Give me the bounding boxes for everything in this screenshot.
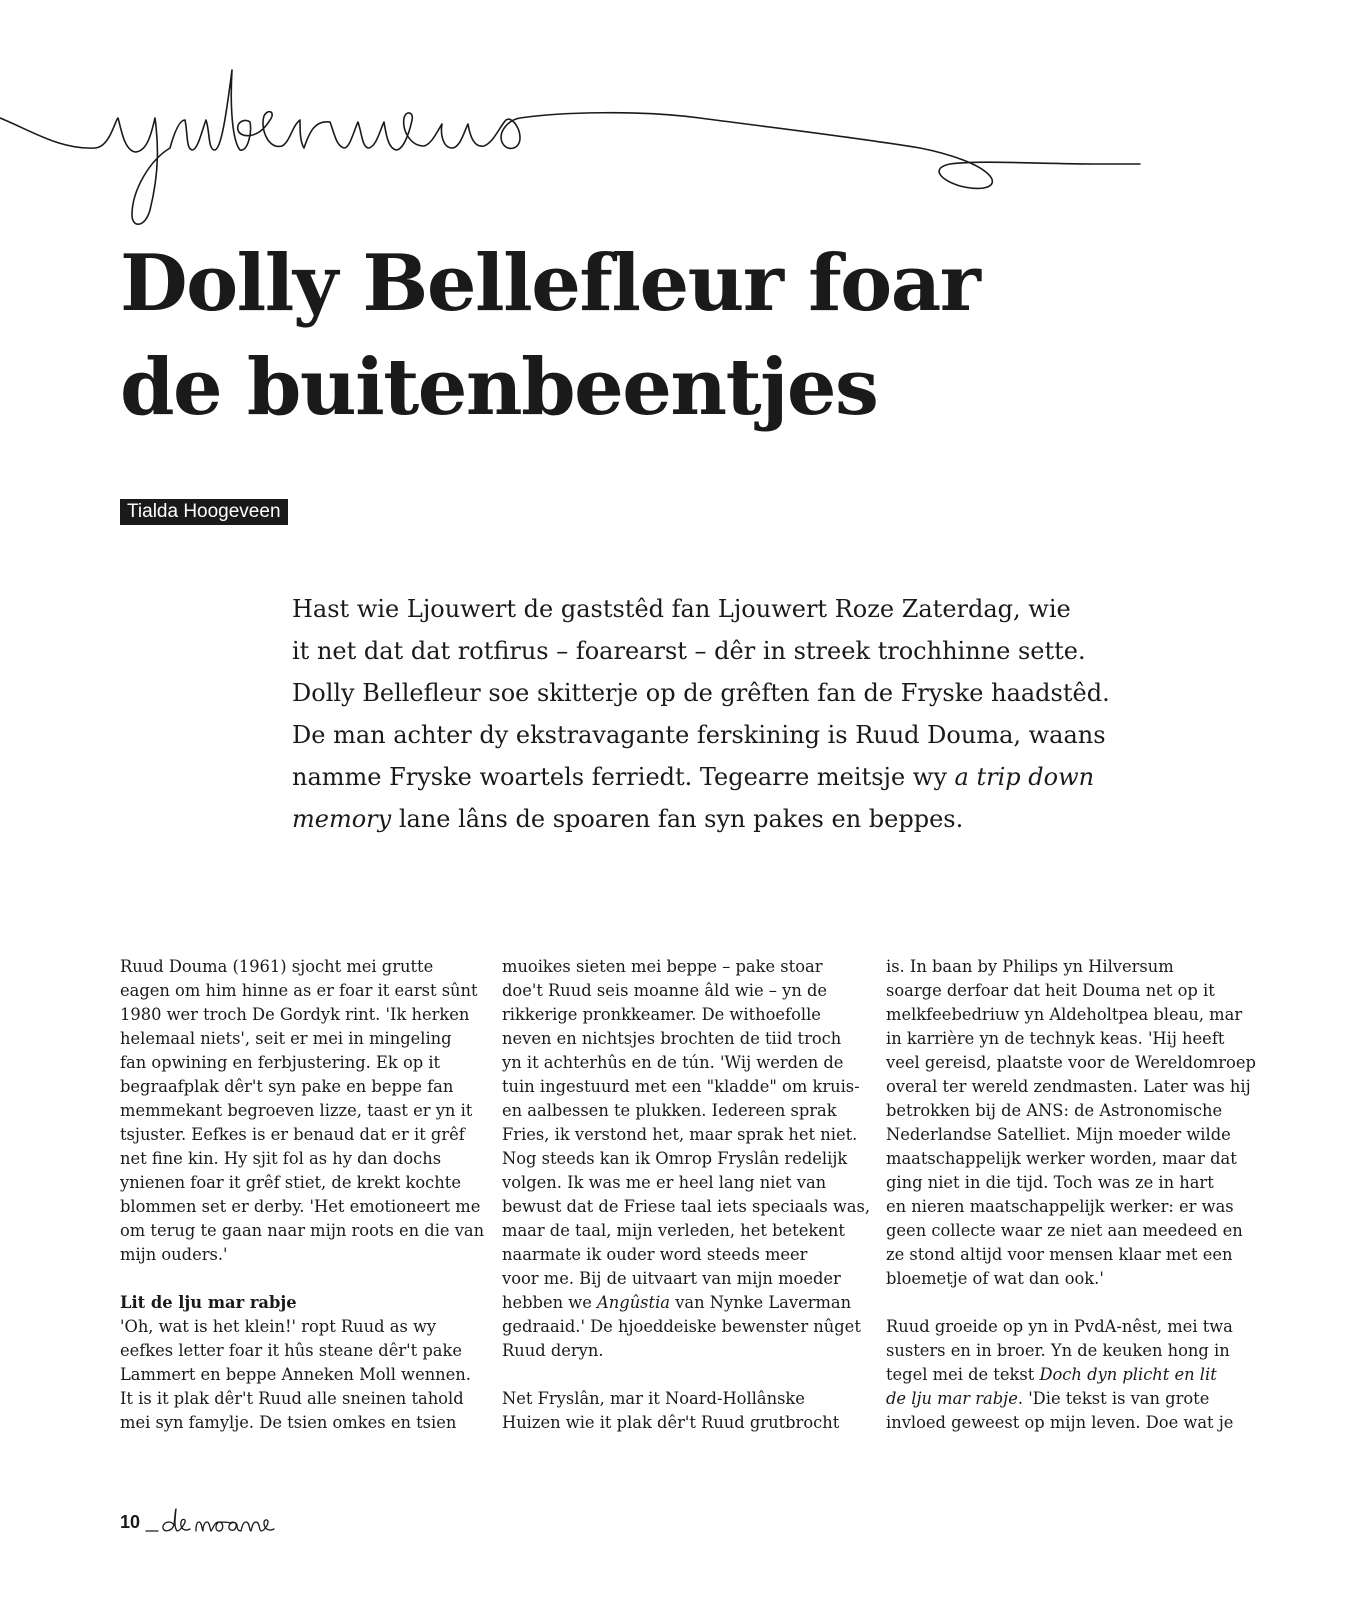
text-line: blommen set er derby. 'Het emotioneert me <box>120 1197 481 1216</box>
text-line: Fries, ik verstond het, maar sprak het niet. <box>502 1125 858 1144</box>
text-line: It is it plak dêr't Ruud alle sneinen tahold <box>120 1389 464 1408</box>
paragraph <box>502 955 872 1363</box>
text-line: 1980 wer troch De Gordyk rint. 'Ik herken <box>120 1005 470 1024</box>
text-run: hebben we <box>502 1293 592 1312</box>
text-line: helemaal niets', seit er mei in mingeling <box>120 1029 452 1048</box>
text-line <box>886 1387 1256 1411</box>
text-line: bewust dat de Friese taal iets speciaals was, <box>502 1197 871 1216</box>
text-line: ze stond altijd voor mensen klaar met een <box>886 1245 1233 1264</box>
paragraph <box>120 955 490 1267</box>
text-line: invloed geweest op mijn leven. Doe wat je <box>886 1413 1234 1432</box>
intro-line: Hast wie Ljouwert de gaststêd fan Ljouwert Roze Zaterdag, wie <box>292 595 1071 623</box>
intro-italic: a trip down <box>954 763 1095 791</box>
text-line: tsjuster. Eefkes is er benaud dat er it grêf <box>120 1125 465 1144</box>
text-line: Ruud groeide op yn in PvdA-nêst, mei twa <box>886 1317 1233 1336</box>
text-line: en nieren maatschappelijk werker: er was <box>886 1197 1234 1216</box>
intro-text: lane lâns de spoaren fan syn pakes en beppes. <box>398 805 964 833</box>
text-run: tegel mei de tekst <box>886 1365 1035 1384</box>
text-line: bloemetje of wat dan ook.' <box>886 1269 1104 1288</box>
text-line: melkfeebedriuw yn Aldeholtpea bleau, mar <box>886 1005 1243 1024</box>
text-line: rikkerige pronkkeamer. De withoefolle <box>502 1005 821 1024</box>
paragraph <box>502 1387 872 1435</box>
text-line: Ruud Douma (1961) sjocht mei grutte <box>120 957 434 976</box>
author-byline: Tialda Hoogeveen <box>120 499 288 525</box>
text-line: yn it achterhûs en de tún. 'Wij werden de <box>502 1053 844 1072</box>
headline-line-2: de buitenbeentjes <box>120 342 878 433</box>
text-line: in karrière yn de technyk keas. 'Hij heeft <box>886 1029 1225 1048</box>
text-line: ging niet in die tijd. Toch was ze in hart <box>886 1173 1214 1192</box>
text-line: muoikes sieten mei beppe – pake stoar <box>502 957 823 976</box>
text-line: doe't Ruud seis moanne âld wie – yn de <box>502 981 828 1000</box>
text-line: Ruud deryn. <box>502 1341 604 1360</box>
text-line: Huizen wie it plak dêr't Ruud grutbrocht <box>502 1413 840 1432</box>
text-line: mei syn famylje. De tsien omkes en tsien <box>120 1413 457 1432</box>
text-line: neven en nichtsjes brochten de tiid troch <box>502 1029 842 1048</box>
text-line: veel gereisd, plaatste voor de Wereldomroep <box>886 1053 1256 1072</box>
intro-line: Dolly Bellefleur soe skitterje op de grêften fan de Fryske haadstêd. <box>292 679 1110 707</box>
section-subheading: Lit de lju mar rabje <box>120 1293 297 1312</box>
text-line: naarmate ik ouder word steeds meer <box>502 1245 808 1264</box>
paragraph <box>120 1315 490 1435</box>
text-line: overal ter wereld zendmasten. Later was hij <box>886 1077 1251 1096</box>
text-line: net fine kin. Hy sjit fol as hy dan dochs <box>120 1149 442 1168</box>
text-line: maar de taal, mijn verleden, het betekent <box>502 1221 845 1240</box>
text-run: van Nynke Laverman <box>675 1293 852 1312</box>
text-line: ynienen foar it grêf stiet, de krekt kochte <box>120 1173 461 1192</box>
text-line: voor me. Bij de uitvaart van mijn moeder <box>502 1269 841 1288</box>
text-line: eefkes letter foar it hûs steane dêr't pake <box>120 1341 462 1360</box>
text-line: mijn ouders.' <box>120 1245 228 1264</box>
intro-line <box>292 798 1192 840</box>
text-line: memmekant begroeven lizze, taast er yn it <box>120 1101 473 1120</box>
text-line: geen collecte waar ze niet aan meedeed en <box>886 1221 1243 1240</box>
song-title: Angûstia <box>597 1293 670 1312</box>
text-line: volgen. Ik was me er heel lang niet van <box>502 1173 827 1192</box>
text-line: gedraaid.' De hjoeddeiske bewenster nûget <box>502 1317 861 1336</box>
text-line: soarge derfoar dat heit Douma net op it <box>886 981 1215 1000</box>
quote-italic: de lju mar rabje <box>886 1389 1018 1408</box>
intro-line <box>292 756 1192 798</box>
text-line: tuin ingestuurd met een "kladde" om kruis- <box>502 1077 860 1096</box>
intro-text: namme Fryske woartels ferriedt. Tegearre meitsje wy <box>292 763 947 791</box>
paragraph <box>886 1315 1256 1435</box>
article-headline <box>120 232 1270 440</box>
text-line: Lammert en beppe Anneken Moll wennen. <box>120 1365 471 1384</box>
text-line: begraafplak dêr't syn pake en beppe fan <box>120 1077 454 1096</box>
intro-line: it net dat dat rotfirus – foarearst – dêr in streek trochhinne sette. <box>292 637 1086 665</box>
text-line: is. In baan by Philips yn Hilversum <box>886 957 1174 976</box>
text-line: om terug te gaan naar mijn roots en die van <box>120 1221 485 1240</box>
headline-line-1: Dolly Bellefleur foar <box>120 238 980 329</box>
page-footer <box>120 1505 294 1539</box>
text-line: 'Oh, wat is het klein!' ropt Ruud as wy <box>120 1317 437 1336</box>
text-line: betrokken bij de ANS: de Astronomische <box>886 1101 1223 1120</box>
body-column-1 <box>120 955 490 1435</box>
intro-italic: memory <box>292 805 392 833</box>
text-line: eagen om him hinne as er foar it earst sûnt <box>120 981 478 1000</box>
text-line: fan opwining en ferbjustering. Ek op it <box>120 1053 441 1072</box>
text-line: Nog steeds kan ik Omrop Fryslân redelijk <box>502 1149 848 1168</box>
text-line: en aalbessen te plukken. Iedereen sprak <box>502 1101 837 1120</box>
text-line: Net Fryslân, mar it Noard-Hollânske <box>502 1389 805 1408</box>
page-number: 10 <box>120 1511 141 1532</box>
intro-line: De man achter dy ekstravagante ferskining is Ruud Douma, waans <box>292 721 1106 749</box>
quote-italic: Doch dyn plicht en lit <box>1039 1365 1217 1384</box>
body-column-3 <box>886 955 1256 1435</box>
text-line <box>886 1363 1256 1387</box>
body-column-2 <box>502 955 872 1435</box>
kicker-handwriting <box>0 60 1160 240</box>
text-line <box>502 1291 872 1315</box>
text-run: . 'Die tekst is van grote <box>1017 1389 1210 1408</box>
text-line: susters en in broer. Yn de keuken hong in <box>886 1341 1230 1360</box>
intro-paragraph <box>292 588 1192 840</box>
magazine-logo <box>144 1505 294 1539</box>
text-line: Nederlandse Satelliet. Mijn moeder wilde <box>886 1125 1231 1144</box>
paragraph <box>886 955 1256 1291</box>
text-line: maatschappelijk werker worden, maar dat <box>886 1149 1237 1168</box>
